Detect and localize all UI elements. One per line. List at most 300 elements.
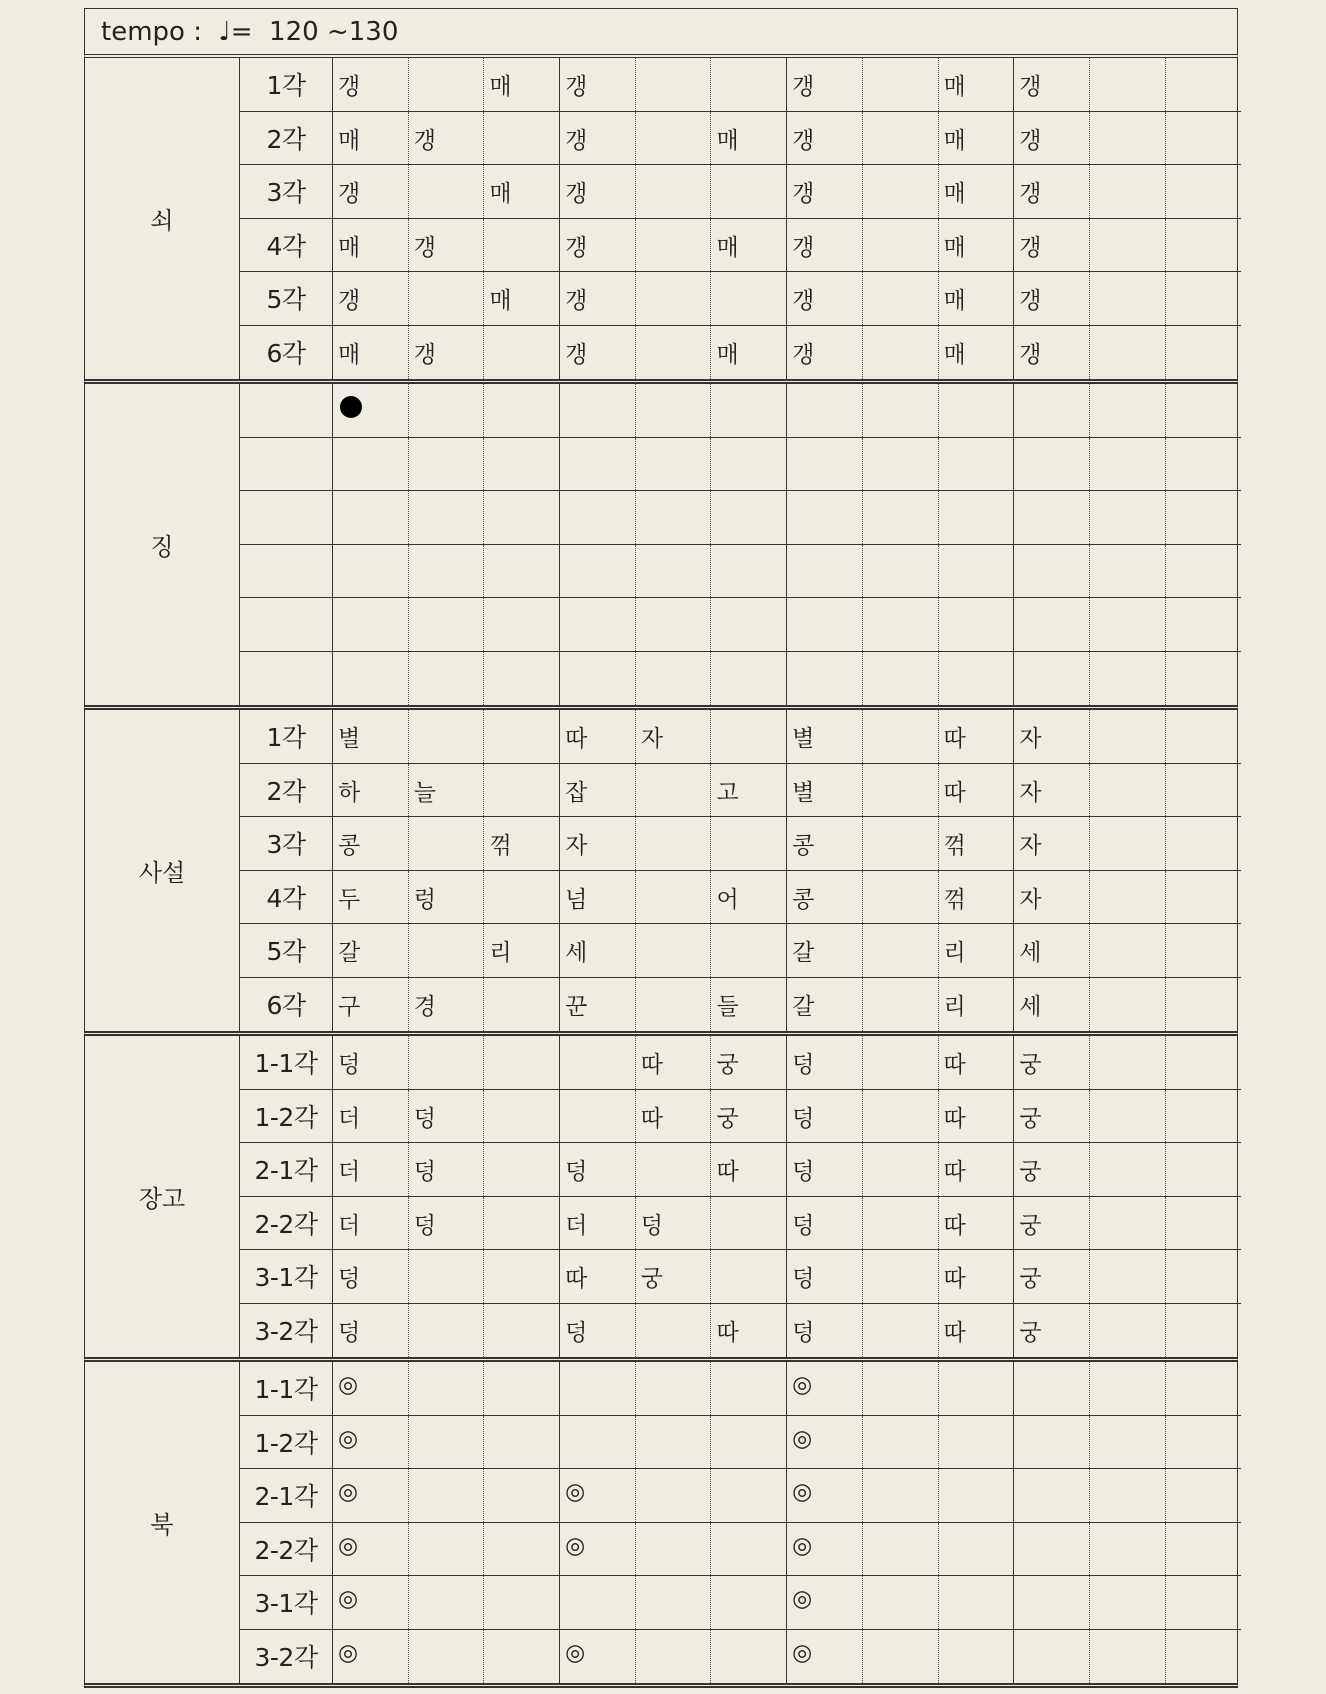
note-cell <box>939 652 1015 706</box>
note-cell <box>636 1362 712 1415</box>
note-cell: 덩 <box>409 1197 485 1250</box>
score-row <box>240 272 1241 326</box>
note-cell <box>409 491 485 544</box>
note-cell <box>1166 1523 1242 1576</box>
note-cell <box>1166 1304 1242 1358</box>
note-cell: 더 <box>560 1197 636 1250</box>
note-cell: 갱 <box>1014 112 1090 165</box>
note-cell: 더 <box>333 1090 409 1143</box>
note-cell <box>484 326 560 380</box>
note-cell <box>1014 652 1090 706</box>
note-cell <box>636 219 712 272</box>
note-cell <box>1090 1416 1166 1469</box>
score-row <box>240 1523 1241 1577</box>
note-cell <box>1014 1416 1090 1469</box>
note-cell <box>636 598 712 651</box>
note-cell <box>1090 219 1166 272</box>
note-cell: 갱 <box>409 112 485 165</box>
row-label: 3각 <box>240 817 333 870</box>
note-cell: 구 <box>333 978 409 1032</box>
note-cell: 따 <box>939 1143 1015 1196</box>
note-cell <box>484 1630 560 1684</box>
note-cell <box>863 438 939 491</box>
note-cell <box>1166 1630 1242 1684</box>
note-cell: 갱 <box>787 58 863 111</box>
note-cell: 궁 <box>711 1090 787 1143</box>
note-cell <box>484 1362 560 1415</box>
note-cell: 매 <box>333 112 409 165</box>
note-cell: 궁 <box>1014 1304 1090 1358</box>
note-cell: 덩 <box>560 1143 636 1196</box>
note-cell <box>409 710 485 763</box>
note-cell: 갱 <box>333 272 409 325</box>
instrument-label: 북 <box>85 1362 240 1683</box>
note-cell <box>863 1469 939 1522</box>
note-cell: 따 <box>939 1304 1015 1358</box>
note-cell <box>1014 438 1090 491</box>
note-cell: 갱 <box>787 326 863 380</box>
row-label: 6각 <box>240 978 333 1032</box>
note-cell <box>711 652 787 706</box>
note-cell <box>560 438 636 491</box>
row-label: 3-2각 <box>240 1630 333 1684</box>
note-cell <box>333 598 409 651</box>
section-saseol <box>84 710 1238 1036</box>
row-label: 4각 <box>240 871 333 924</box>
score-row <box>240 438 1241 492</box>
note-cell <box>1166 1469 1242 1522</box>
row-label: 5각 <box>240 924 333 977</box>
note-cell <box>1090 978 1166 1032</box>
note-cell <box>863 326 939 380</box>
note-cell <box>636 652 712 706</box>
note-cell <box>863 1250 939 1303</box>
note-cell <box>863 1576 939 1629</box>
note-cell <box>560 598 636 651</box>
note-cell <box>863 272 939 325</box>
note-cell <box>863 491 939 544</box>
row-label <box>240 545 333 598</box>
score-row <box>240 545 1241 599</box>
section-janggo <box>84 1036 1238 1362</box>
row-label: 3각 <box>240 165 333 218</box>
section-rows <box>240 384 1241 705</box>
note-cell <box>636 871 712 924</box>
note-cell <box>484 1304 560 1358</box>
note-cell: 매 <box>939 165 1015 218</box>
note-cell <box>1166 272 1242 325</box>
note-cell <box>560 1362 636 1415</box>
section-buk <box>84 1362 1238 1688</box>
note-cell <box>939 384 1015 437</box>
row-label: 1-2각 <box>240 1090 333 1143</box>
note-cell <box>863 978 939 1032</box>
note-cell <box>484 1197 560 1250</box>
section-rows <box>240 1362 1241 1683</box>
note-cell: 덩 <box>787 1036 863 1089</box>
note-cell: ◎ <box>560 1523 636 1576</box>
note-cell: ◎ <box>787 1469 863 1522</box>
note-cell: 갱 <box>787 219 863 272</box>
row-label <box>240 384 333 437</box>
note-cell: 따 <box>939 710 1015 763</box>
note-cell <box>1090 1304 1166 1358</box>
note-cell <box>1090 1250 1166 1303</box>
note-cell: 별 <box>787 764 863 817</box>
note-cell <box>711 438 787 491</box>
note-cell <box>939 438 1015 491</box>
note-cell: 갱 <box>409 326 485 380</box>
note-cell: 별 <box>333 710 409 763</box>
note-cell <box>333 652 409 706</box>
note-cell <box>1166 1416 1242 1469</box>
note-cell <box>1166 1197 1242 1250</box>
note-cell <box>333 438 409 491</box>
note-cell: 꾼 <box>560 978 636 1032</box>
note-cell <box>409 817 485 870</box>
note-cell: 자 <box>636 710 712 763</box>
note-cell <box>1014 1469 1090 1522</box>
note-cell <box>636 764 712 817</box>
note-cell <box>1090 710 1166 763</box>
note-cell <box>1090 1362 1166 1415</box>
note-cell <box>409 438 485 491</box>
note-cell: 궁 <box>636 1250 712 1303</box>
note-cell: 매 <box>939 58 1015 111</box>
note-cell: ◎ <box>560 1469 636 1522</box>
note-cell <box>1090 491 1166 544</box>
note-cell <box>484 1143 560 1196</box>
note-cell: 따 <box>939 1197 1015 1250</box>
note-cell: 하 <box>333 764 409 817</box>
score-row <box>240 871 1241 925</box>
note-cell <box>1090 1469 1166 1522</box>
note-cell <box>333 384 409 437</box>
row-label: 1-2각 <box>240 1416 333 1469</box>
score-row <box>240 764 1241 818</box>
note-cell: 어 <box>711 871 787 924</box>
note-cell: 별 <box>787 710 863 763</box>
note-cell <box>1090 1036 1166 1089</box>
note-cell <box>787 545 863 598</box>
note-cell <box>484 219 560 272</box>
note-cell <box>863 871 939 924</box>
note-cell <box>711 545 787 598</box>
note-cell: 갱 <box>1014 165 1090 218</box>
instrument-label: 사설 <box>85 710 240 1031</box>
note-cell: 궁 <box>1014 1036 1090 1089</box>
note-cell <box>939 1416 1015 1469</box>
note-cell <box>1090 112 1166 165</box>
note-cell: 덩 <box>333 1304 409 1358</box>
note-cell <box>636 384 712 437</box>
note-cell <box>1090 817 1166 870</box>
note-cell <box>1166 326 1242 380</box>
note-cell <box>484 764 560 817</box>
note-cell: 자 <box>1014 710 1090 763</box>
note-cell: 덩 <box>787 1197 863 1250</box>
note-cell: 콩 <box>787 817 863 870</box>
row-label: 1각 <box>240 58 333 111</box>
note-cell: 덩 <box>787 1304 863 1358</box>
note-cell <box>1166 978 1242 1032</box>
note-cell <box>711 924 787 977</box>
filled-circle-icon <box>340 396 362 418</box>
note-cell <box>636 978 712 1032</box>
row-label <box>240 491 333 544</box>
note-cell: 꺾 <box>939 817 1015 870</box>
note-cell <box>636 817 712 870</box>
note-cell <box>409 1469 485 1522</box>
note-cell: 넘 <box>560 871 636 924</box>
note-cell: 갱 <box>1014 219 1090 272</box>
note-cell <box>636 112 712 165</box>
note-cell <box>1090 545 1166 598</box>
row-label <box>240 438 333 491</box>
score-row <box>240 1250 1241 1304</box>
note-cell <box>863 1036 939 1089</box>
note-cell: 갱 <box>787 165 863 218</box>
note-cell <box>711 1250 787 1303</box>
note-cell <box>1090 384 1166 437</box>
note-cell <box>1090 1143 1166 1196</box>
note-cell <box>863 1416 939 1469</box>
score-row <box>240 652 1241 706</box>
note-cell: 덩 <box>787 1143 863 1196</box>
note-cell <box>863 1090 939 1143</box>
note-cell <box>1014 491 1090 544</box>
note-cell: ◎ <box>787 1630 863 1684</box>
note-cell: ◎ <box>787 1576 863 1629</box>
note-cell <box>409 1304 485 1358</box>
note-cell: 덩 <box>333 1250 409 1303</box>
score-row <box>240 165 1241 219</box>
row-label: 2-1각 <box>240 1469 333 1522</box>
note-cell <box>1166 1036 1242 1089</box>
note-cell <box>1166 438 1242 491</box>
note-cell <box>484 710 560 763</box>
note-cell: 덩 <box>636 1197 712 1250</box>
note-cell <box>1014 384 1090 437</box>
note-cell: ◎ <box>787 1362 863 1415</box>
note-cell <box>560 1036 636 1089</box>
note-cell <box>711 272 787 325</box>
note-cell: 따 <box>711 1304 787 1358</box>
note-cell <box>863 598 939 651</box>
score-sections <box>84 58 1238 1688</box>
row-label: 2-1각 <box>240 1143 333 1196</box>
note-cell <box>711 58 787 111</box>
note-cell: 궁 <box>711 1036 787 1089</box>
section-jing <box>84 384 1238 710</box>
note-cell <box>939 1523 1015 1576</box>
note-cell: 갈 <box>787 924 863 977</box>
note-cell <box>409 384 485 437</box>
score-row <box>240 817 1241 871</box>
note-cell: 궁 <box>1014 1197 1090 1250</box>
note-cell <box>863 165 939 218</box>
note-cell <box>1014 1523 1090 1576</box>
note-cell <box>484 384 560 437</box>
note-cell <box>409 598 485 651</box>
score-row <box>240 1197 1241 1251</box>
note-cell <box>711 1523 787 1576</box>
note-cell <box>1166 1250 1242 1303</box>
note-cell <box>560 1090 636 1143</box>
row-label: 1-1각 <box>240 1036 333 1089</box>
row-label: 5각 <box>240 272 333 325</box>
note-cell: 경 <box>409 978 485 1032</box>
note-cell <box>863 924 939 977</box>
section-soe <box>84 58 1238 384</box>
note-cell <box>409 1036 485 1089</box>
row-label: 1각 <box>240 710 333 763</box>
note-cell <box>409 924 485 977</box>
note-cell <box>863 112 939 165</box>
score-row <box>240 1090 1241 1144</box>
note-cell <box>863 652 939 706</box>
score-row <box>240 1416 1241 1470</box>
note-cell: 따 <box>636 1036 712 1089</box>
score-row <box>240 1362 1241 1416</box>
note-cell <box>1166 1090 1242 1143</box>
note-cell: 들 <box>711 978 787 1032</box>
score-row <box>240 58 1241 112</box>
note-cell: 따 <box>636 1090 712 1143</box>
note-cell <box>484 1469 560 1522</box>
note-cell: 따 <box>560 1250 636 1303</box>
note-cell <box>333 545 409 598</box>
note-cell: 따 <box>939 1250 1015 1303</box>
row-label: 2-2각 <box>240 1523 333 1576</box>
note-cell <box>1090 272 1166 325</box>
note-cell <box>333 491 409 544</box>
note-cell <box>560 1416 636 1469</box>
note-cell <box>484 652 560 706</box>
instrument-label: 장고 <box>85 1036 240 1357</box>
note-cell <box>636 326 712 380</box>
note-cell: 매 <box>711 326 787 380</box>
note-cell: 두 <box>333 871 409 924</box>
note-cell <box>1166 817 1242 870</box>
note-cell <box>636 924 712 977</box>
note-cell: 갱 <box>333 58 409 111</box>
note-cell <box>711 1416 787 1469</box>
score-row <box>240 1630 1241 1684</box>
row-label: 2-2각 <box>240 1197 333 1250</box>
note-cell <box>711 165 787 218</box>
note-cell <box>939 598 1015 651</box>
note-cell <box>636 491 712 544</box>
note-cell <box>636 1469 712 1522</box>
note-cell <box>484 978 560 1032</box>
note-cell: 늘 <box>409 764 485 817</box>
note-cell: 갱 <box>787 112 863 165</box>
note-cell <box>1090 652 1166 706</box>
note-cell <box>939 1576 1015 1629</box>
row-label: 3-2각 <box>240 1304 333 1358</box>
note-cell: ◎ <box>333 1630 409 1684</box>
note-cell <box>863 1143 939 1196</box>
note-cell <box>1166 598 1242 651</box>
note-cell <box>863 1523 939 1576</box>
note-cell <box>1014 1576 1090 1629</box>
note-cell <box>409 1576 485 1629</box>
note-cell <box>787 384 863 437</box>
note-cell <box>484 598 560 651</box>
note-cell <box>560 545 636 598</box>
note-cell: 세 <box>1014 978 1090 1032</box>
note-cell <box>1166 764 1242 817</box>
note-cell: 리 <box>939 978 1015 1032</box>
note-cell: 렁 <box>409 871 485 924</box>
note-cell: 꺾 <box>939 871 1015 924</box>
instrument-label: 징 <box>85 384 240 705</box>
note-cell <box>636 58 712 111</box>
note-cell: 매 <box>939 219 1015 272</box>
note-cell: 덩 <box>333 1036 409 1089</box>
note-cell: 매 <box>333 326 409 380</box>
note-cell <box>711 1469 787 1522</box>
note-cell <box>484 1576 560 1629</box>
score-row <box>240 112 1241 166</box>
note-cell <box>939 1362 1015 1415</box>
note-cell <box>1090 1197 1166 1250</box>
score-row <box>240 1469 1241 1523</box>
note-cell: ◎ <box>333 1416 409 1469</box>
note-cell <box>409 1523 485 1576</box>
note-cell <box>863 1362 939 1415</box>
note-cell: 고 <box>711 764 787 817</box>
note-cell: 리 <box>484 924 560 977</box>
score-row <box>240 491 1241 545</box>
note-cell: 덩 <box>409 1143 485 1196</box>
note-cell <box>1166 112 1242 165</box>
note-cell <box>1090 326 1166 380</box>
row-label <box>240 598 333 651</box>
note-cell <box>1090 438 1166 491</box>
row-label: 6각 <box>240 326 333 380</box>
section-rows <box>240 58 1241 379</box>
note-cell <box>636 165 712 218</box>
note-cell <box>636 545 712 598</box>
note-cell <box>1166 1362 1242 1415</box>
note-cell <box>787 491 863 544</box>
row-label: 3-1각 <box>240 1576 333 1629</box>
note-cell <box>1166 710 1242 763</box>
note-cell <box>636 1630 712 1684</box>
note-cell: 갱 <box>560 219 636 272</box>
note-cell <box>1166 924 1242 977</box>
row-label: 1-1각 <box>240 1362 333 1415</box>
note-cell: 궁 <box>1014 1143 1090 1196</box>
note-cell: 갈 <box>333 924 409 977</box>
score-row <box>240 978 1241 1032</box>
note-cell: 잡 <box>560 764 636 817</box>
note-cell <box>409 1416 485 1469</box>
note-cell <box>636 1143 712 1196</box>
note-cell: 매 <box>939 272 1015 325</box>
score-row <box>240 598 1241 652</box>
note-cell <box>560 491 636 544</box>
note-cell: 갱 <box>1014 272 1090 325</box>
note-cell <box>711 491 787 544</box>
note-cell: 자 <box>560 817 636 870</box>
note-cell <box>1166 652 1242 706</box>
score-row <box>240 326 1241 380</box>
note-cell <box>560 384 636 437</box>
note-cell <box>711 1197 787 1250</box>
